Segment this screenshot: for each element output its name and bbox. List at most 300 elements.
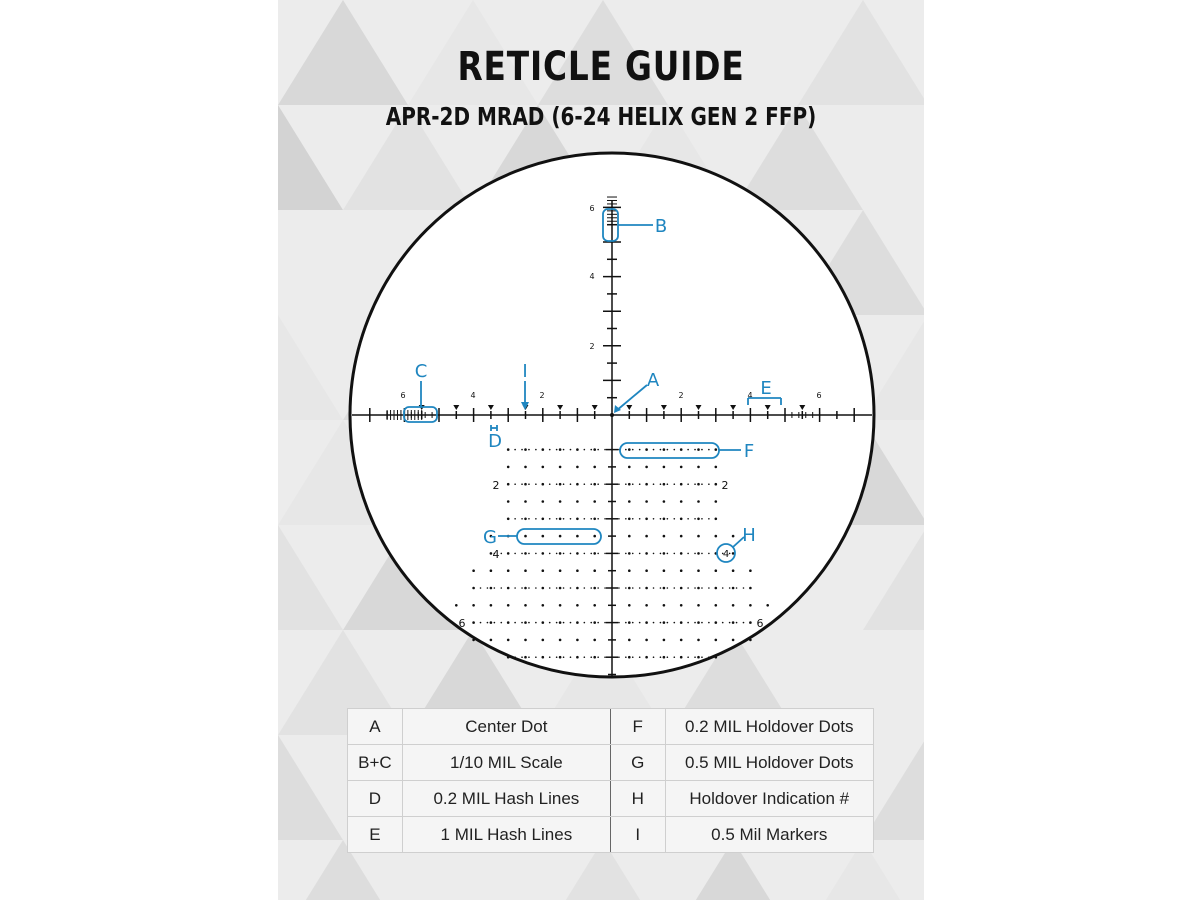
holdover-dot xyxy=(663,604,666,607)
holdover-dot xyxy=(480,622,482,624)
callout-d-label: D xyxy=(488,431,502,452)
holdover-dot xyxy=(542,448,545,451)
holdover-dot xyxy=(680,466,683,469)
holdover-dot xyxy=(667,518,669,520)
holdover-dot xyxy=(559,621,562,624)
holdover-dot xyxy=(687,587,689,589)
legend-key: F xyxy=(610,709,665,745)
holdover-dot xyxy=(673,553,675,555)
holdover-dot xyxy=(732,535,735,538)
holdover-dot xyxy=(749,639,752,642)
holdover-dot xyxy=(625,449,627,451)
holdover-dot xyxy=(593,466,596,469)
holdover-dot xyxy=(500,622,502,624)
holdover-dot xyxy=(697,639,700,642)
holdover-dot xyxy=(597,587,599,589)
holdover-dot xyxy=(667,622,669,624)
holdover-dot xyxy=(663,639,666,642)
holdover-dot xyxy=(687,622,689,624)
holdover-dot xyxy=(514,518,516,520)
holdover-dot xyxy=(521,553,523,555)
holdover-dot xyxy=(680,656,683,659)
holdover-dot xyxy=(576,587,579,590)
holdover-dot xyxy=(639,449,641,451)
holdover-dot xyxy=(490,587,493,590)
holdover-dot xyxy=(743,587,745,589)
vertical-scale-number: 2 xyxy=(589,342,595,351)
holdover-dot xyxy=(521,587,523,589)
legend-key: A xyxy=(348,709,403,745)
holdover-dot xyxy=(604,553,606,555)
holdover-dot xyxy=(524,466,527,469)
holdover-dot xyxy=(632,553,634,555)
holdover-dot xyxy=(480,587,482,589)
holdover-dot xyxy=(663,621,666,624)
holdover-dot xyxy=(528,483,530,485)
holdover-dot xyxy=(697,656,700,659)
holdover-dot xyxy=(490,604,493,607)
legend-key: D xyxy=(348,781,403,817)
holdover-dot xyxy=(660,553,662,555)
holdover-dot xyxy=(604,449,606,451)
holdover-dot xyxy=(597,483,599,485)
holdover-dot xyxy=(597,449,599,451)
holdover-dot xyxy=(542,587,545,590)
holdover-dot xyxy=(680,604,683,607)
holdover-dot xyxy=(708,656,710,658)
page-subtitle: APR-2D MRAD (6-24 HELIX GEN 2 FFP) xyxy=(385,102,817,131)
callout-h-label: H xyxy=(742,525,756,546)
holdover-dot xyxy=(697,569,700,572)
holdover-dot xyxy=(584,518,586,520)
reticle-guide-card xyxy=(278,0,924,900)
holdover-dot xyxy=(524,448,527,451)
holdover-dot xyxy=(524,500,527,503)
holdover-dot xyxy=(715,639,718,642)
holdover-dot xyxy=(673,656,675,658)
holdover-dot xyxy=(628,656,631,659)
holdover-dot xyxy=(645,518,648,521)
holdover-dot xyxy=(542,466,545,469)
holdover-dot xyxy=(667,553,669,555)
holdover-dot xyxy=(507,656,510,659)
holdover-dot xyxy=(590,587,592,589)
holdover-dot xyxy=(576,535,579,538)
holdover-dot xyxy=(549,656,551,658)
holdover-dot xyxy=(559,604,562,607)
holdover-dot xyxy=(663,500,666,503)
page-title: RETICLE GUIDE xyxy=(457,44,745,90)
holdover-dot xyxy=(521,656,523,658)
holdover-dot xyxy=(563,553,565,555)
holdover-dot xyxy=(535,656,537,658)
holdover-dot xyxy=(590,656,592,658)
holdover-dot xyxy=(576,621,579,624)
holdover-dot xyxy=(736,622,738,624)
holdover-dot xyxy=(507,639,510,642)
holdover-dot xyxy=(593,621,596,624)
holdover-dot xyxy=(732,569,735,572)
holdover-row-number: 2 xyxy=(721,479,729,492)
holdover-dot xyxy=(708,518,710,520)
holdover-dot xyxy=(542,604,545,607)
horizontal-scale-number: 4 xyxy=(747,391,753,400)
holdover-dot xyxy=(494,622,496,624)
holdover-dot xyxy=(528,656,530,658)
holdover-dot xyxy=(514,449,516,451)
holdover-dot xyxy=(697,483,700,486)
holdover-dot xyxy=(618,553,620,555)
holdover-dot xyxy=(697,621,700,624)
holdover-dot xyxy=(487,622,489,624)
holdover-dot xyxy=(639,553,641,555)
holdover-dot xyxy=(639,518,641,520)
holdover-dot xyxy=(645,535,648,538)
holdover-dot xyxy=(570,483,572,485)
holdover-dot xyxy=(514,587,516,589)
holdover-dot xyxy=(514,483,516,485)
holdover-dot xyxy=(628,448,631,451)
holdover-dot xyxy=(628,569,631,572)
holdover-dot xyxy=(663,587,666,590)
holdover-dot xyxy=(628,500,631,503)
holdover-dot xyxy=(697,466,700,469)
holdover-dot xyxy=(749,604,752,607)
holdover-indicator-number: 4 xyxy=(722,549,730,560)
holdover-dot xyxy=(625,656,627,658)
legend-description: 1/10 MIL Scale xyxy=(402,745,610,781)
holdover-dot xyxy=(673,483,675,485)
legend-description: 0.2 MIL Hash Lines xyxy=(402,781,610,817)
holdover-dot xyxy=(514,656,516,658)
holdover-dot xyxy=(524,604,527,607)
holdover-dot xyxy=(490,639,493,642)
holdover-dot xyxy=(507,518,510,521)
holdover-dot xyxy=(500,587,502,589)
holdover-dot xyxy=(524,587,527,590)
holdover-dot xyxy=(570,656,572,658)
holdover-dot xyxy=(697,587,700,590)
holdover-dot xyxy=(663,483,666,486)
holdover-dot xyxy=(549,622,551,624)
holdover-dot xyxy=(514,622,516,624)
holdover-dot xyxy=(660,656,662,658)
horizontal-scale-number: 4 xyxy=(470,391,476,400)
holdover-dot xyxy=(593,656,596,659)
holdover-dot xyxy=(680,569,683,572)
legend-description: 0.2 MIL Holdover Dots xyxy=(665,709,873,745)
holdover-dot xyxy=(590,553,592,555)
holdover-dot xyxy=(494,587,496,589)
holdover-dot xyxy=(766,604,769,607)
holdover-dot xyxy=(535,587,537,589)
holdover-dot xyxy=(549,587,551,589)
holdover-dot xyxy=(701,483,703,485)
holdover-dot xyxy=(701,449,703,451)
holdover-dot xyxy=(663,656,666,659)
holdover-dot xyxy=(570,518,572,520)
holdover-dot xyxy=(604,483,606,485)
holdover-dot xyxy=(663,466,666,469)
holdover-dot xyxy=(653,553,655,555)
holdover-dot xyxy=(556,622,558,624)
holdover-dot xyxy=(673,587,675,589)
holdover-dot xyxy=(559,656,562,659)
holdover-dot xyxy=(701,622,703,624)
holdover-dot xyxy=(697,535,700,538)
holdover-dot xyxy=(694,449,696,451)
holdover-dot xyxy=(732,621,735,624)
holdover-dot xyxy=(645,621,648,624)
holdover-dot xyxy=(628,639,631,642)
holdover-dot xyxy=(625,483,627,485)
holdover-dot xyxy=(542,569,545,572)
holdover-dot xyxy=(563,587,565,589)
holdover-dot xyxy=(593,518,596,521)
holdover-dot xyxy=(645,500,648,503)
holdover-dot xyxy=(708,587,710,589)
holdover-dot xyxy=(576,604,579,607)
holdover-dot xyxy=(653,587,655,589)
holdover-dot xyxy=(749,587,752,590)
holdover-dot xyxy=(628,466,631,469)
holdover-dot xyxy=(507,448,510,451)
holdover-dot xyxy=(549,449,551,451)
holdover-dot xyxy=(736,587,738,589)
holdover-dot xyxy=(576,552,579,555)
holdover-dot xyxy=(584,656,586,658)
holdover-dot xyxy=(490,569,493,572)
holdover-dot xyxy=(697,604,700,607)
holdover-dot xyxy=(687,483,689,485)
holdover-dot xyxy=(507,500,510,503)
holdover-dot xyxy=(663,535,666,538)
holdover-dot xyxy=(514,553,516,555)
holdover-dot xyxy=(618,483,620,485)
holdover-dot xyxy=(535,449,537,451)
holdover-dot xyxy=(584,622,586,624)
holdover-dot xyxy=(549,518,551,520)
holdover-dot xyxy=(507,621,510,624)
holdover-dot xyxy=(528,553,530,555)
holdover-dot xyxy=(715,466,718,469)
holdover-dot xyxy=(680,483,683,486)
holdover-dot xyxy=(507,587,510,590)
holdover-dot xyxy=(722,622,724,624)
holdover-dot xyxy=(743,622,745,624)
holdover-dot xyxy=(556,553,558,555)
holdover-dot xyxy=(632,518,634,520)
legend-description: Holdover Indication # xyxy=(665,781,873,817)
holdover-dot xyxy=(673,449,675,451)
holdover-dot xyxy=(472,604,475,607)
holdover-dot xyxy=(722,587,724,589)
holdover-dot xyxy=(576,466,579,469)
holdover-dot xyxy=(563,483,565,485)
holdover-dot xyxy=(584,553,586,555)
holdover-dot xyxy=(653,483,655,485)
holdover-dot xyxy=(715,604,718,607)
holdover-dot xyxy=(490,621,493,624)
holdover-dot xyxy=(701,553,703,555)
holdover-dot xyxy=(549,553,551,555)
holdover-dot xyxy=(715,518,718,521)
holdover-dot xyxy=(708,449,710,451)
holdover-dot xyxy=(680,500,683,503)
holdover-dot xyxy=(628,587,631,590)
holdover-dot xyxy=(584,449,586,451)
holdover-dot xyxy=(729,587,731,589)
holdover-dot xyxy=(556,483,558,485)
legend-table xyxy=(347,708,874,853)
holdover-dot xyxy=(628,518,631,521)
horizontal-scale-number: 2 xyxy=(678,391,684,400)
holdover-dot xyxy=(687,518,689,520)
holdover-dot xyxy=(645,656,648,659)
callout-i-label: I xyxy=(522,361,528,382)
holdover-dot xyxy=(680,621,683,624)
holdover-dot xyxy=(542,535,545,538)
holdover-dot xyxy=(570,622,572,624)
holdover-dot xyxy=(521,518,523,520)
legend-description: 1 MIL Hash Lines xyxy=(402,817,610,853)
holdover-dot xyxy=(660,587,662,589)
holdover-dot xyxy=(604,656,606,658)
holdover-dot xyxy=(749,569,752,572)
holdover-dot xyxy=(593,639,596,642)
holdover-dot xyxy=(535,553,537,555)
holdover-dot xyxy=(660,483,662,485)
holdover-dot xyxy=(628,552,631,555)
legend-key: B+C xyxy=(348,745,403,781)
holdover-dot xyxy=(632,449,634,451)
holdover-dot xyxy=(507,569,510,572)
holdover-dot xyxy=(628,621,631,624)
holdover-row-number: 6 xyxy=(458,617,466,630)
holdover-dot xyxy=(535,622,537,624)
holdover-dot xyxy=(645,483,648,486)
callout-f-label: F xyxy=(743,441,755,462)
holdover-dot xyxy=(528,622,530,624)
holdover-dot xyxy=(639,656,641,658)
legend-row xyxy=(348,817,874,853)
legend-row xyxy=(348,781,874,817)
holdover-row-number: 6 xyxy=(756,617,764,630)
callout-e-label: E xyxy=(760,378,772,399)
holdover-dot xyxy=(715,535,718,538)
callout-a-label: A xyxy=(646,370,660,391)
holdover-dot xyxy=(593,587,596,590)
holdover-dot xyxy=(697,518,700,521)
holdover-dot xyxy=(556,656,558,658)
vertical-scale-number: 6 xyxy=(589,204,595,213)
holdover-dot xyxy=(653,656,655,658)
holdover-dot xyxy=(563,656,565,658)
holdover-dot xyxy=(694,483,696,485)
holdover-dot xyxy=(663,552,666,555)
center-dot xyxy=(610,413,614,417)
holdover-dot xyxy=(628,535,631,538)
holdover-dot xyxy=(576,500,579,503)
holdover-dot xyxy=(628,483,631,486)
holdover-dot xyxy=(524,535,527,538)
legend-row xyxy=(348,709,874,745)
holdover-dot xyxy=(576,639,579,642)
holdover-dot xyxy=(663,569,666,572)
holdover-dot xyxy=(729,622,731,624)
holdover-dot xyxy=(628,604,631,607)
holdover-dot xyxy=(660,518,662,520)
holdover-dot xyxy=(559,448,562,451)
legend-description: 0.5 Mil Markers xyxy=(665,817,873,853)
legend-row xyxy=(348,745,874,781)
holdover-dot xyxy=(697,448,700,451)
holdover-dot xyxy=(472,569,475,572)
holdover-dot xyxy=(618,518,620,520)
holdover-dot xyxy=(556,587,558,589)
holdover-dot xyxy=(632,656,634,658)
holdover-dot xyxy=(535,483,537,485)
holdover-dot xyxy=(625,518,627,520)
holdover-dot xyxy=(590,483,592,485)
holdover-dot xyxy=(694,622,696,624)
holdover-dot xyxy=(708,483,710,485)
holdover-dot xyxy=(687,656,689,658)
legend-description: 0.5 MIL Holdover Dots xyxy=(665,745,873,781)
holdover-dot xyxy=(701,656,703,658)
holdover-dot xyxy=(542,518,545,521)
holdover-dot xyxy=(524,518,527,521)
holdover-dot xyxy=(524,483,527,486)
holdover-dot xyxy=(487,587,489,589)
holdover-dot xyxy=(528,587,530,589)
holdover-dot xyxy=(673,622,675,624)
holdover-dot xyxy=(593,569,596,572)
holdover-dot xyxy=(680,639,683,642)
holdover-dot xyxy=(542,500,545,503)
holdover-dot xyxy=(472,639,475,642)
holdover-dot xyxy=(472,587,475,590)
holdover-dot xyxy=(597,656,599,658)
holdover-dot xyxy=(597,518,599,520)
holdover-dot xyxy=(694,587,696,589)
holdover-dot xyxy=(625,553,627,555)
holdover-dot xyxy=(507,483,510,486)
holdover-dot xyxy=(593,604,596,607)
holdover-dot xyxy=(715,500,718,503)
holdover-dot xyxy=(597,553,599,555)
holdover-dot xyxy=(524,656,527,659)
holdover-dot xyxy=(680,552,683,555)
holdover-dot xyxy=(559,466,562,469)
holdover-dot xyxy=(715,621,718,624)
holdover-dot xyxy=(660,622,662,624)
holdover-dot xyxy=(556,449,558,451)
holdover-dot xyxy=(715,569,718,572)
holdover-dot xyxy=(524,639,527,642)
holdover-dot xyxy=(524,569,527,572)
holdover-row-number: 2 xyxy=(492,479,500,492)
holdover-dot xyxy=(625,622,627,624)
holdover-dot xyxy=(618,656,620,658)
holdover-dot xyxy=(507,604,510,607)
holdover-dot xyxy=(687,553,689,555)
holdover-dot xyxy=(559,535,562,538)
holdover-dot xyxy=(563,449,565,451)
holdover-dot xyxy=(680,448,683,451)
holdover-dot xyxy=(618,587,620,589)
holdover-dot xyxy=(521,483,523,485)
